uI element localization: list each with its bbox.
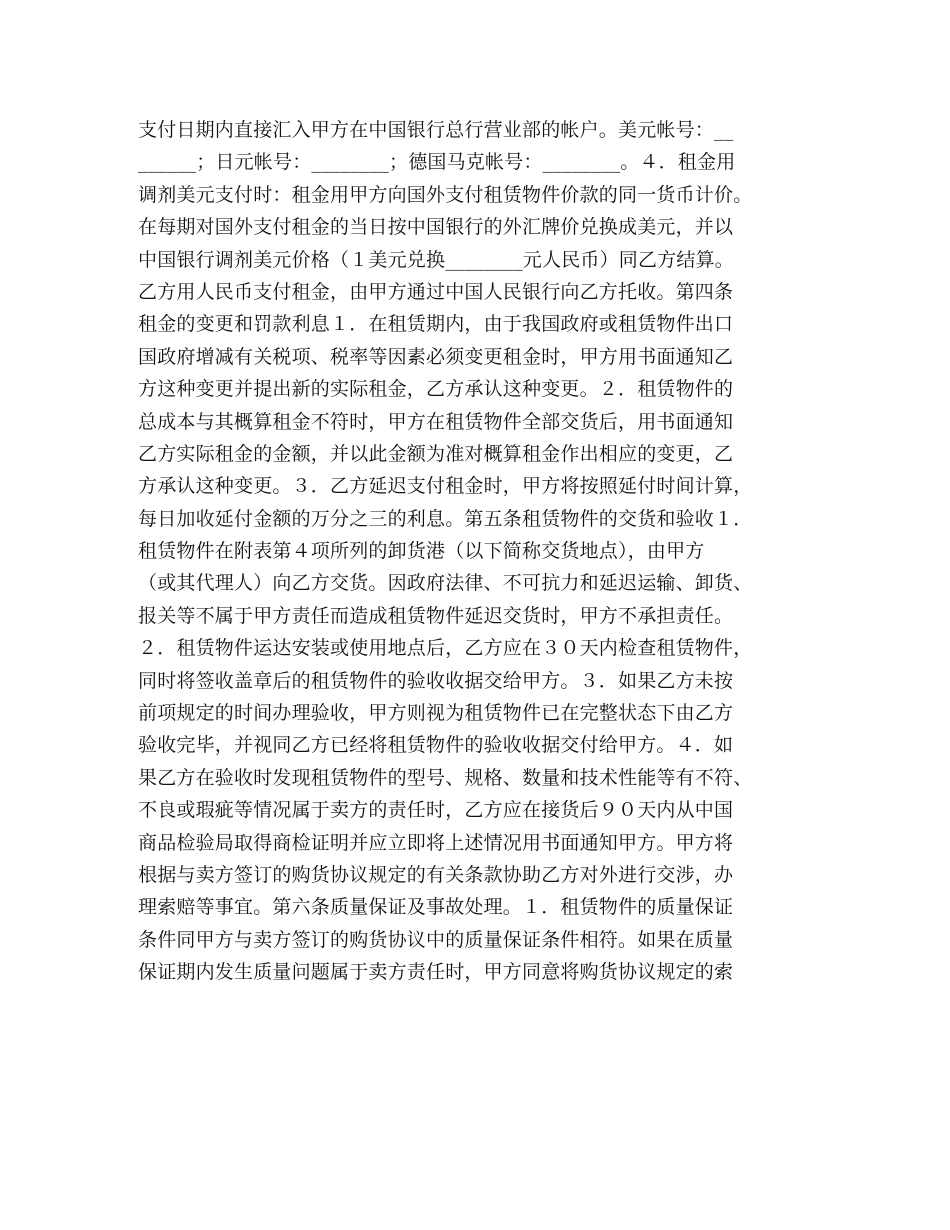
document-body	[138, 114, 818, 989]
text-line-7: 租金的变更和罚款利息１．在租赁期内，由于我国政府或租赁物件出口	[138, 313, 734, 336]
text-line-12: 方承认这种变更。３．乙方延迟支付租金时，甲方将按照延付时间计算，	[138, 475, 753, 498]
text-line-3: 调剂美元支付时：租金用甲方向国外支付租赁物件价款的同一货币计价。	[138, 183, 753, 206]
text-line-8: 国政府增减有关税项、税率等因素必须变更租金时，甲方用书面通知乙	[138, 345, 734, 368]
text-line-26: 条件同甲方与卖方签订的购货协议中的质量保证条件相符。如果在质量	[138, 928, 734, 951]
text-line-21: 果乙方在验收时发现租赁物件的型号、规格、数量和技术性能等有不符、	[138, 766, 753, 789]
text-line-20: 验收完毕，并视同乙方已经将租赁物件的验收收据交付给甲方。４．如	[138, 734, 734, 757]
text-line-24: 根据与卖方签订的购货协议规定的有关条款协助乙方对外进行交涉，办	[138, 863, 734, 886]
text-line-22: 不良或瑕疵等情况属于卖方的责任时，乙方应在接货后９０天内从中国	[138, 799, 734, 822]
text-line-23: 商品检验局取得商检证明并应立即将上述情况用书面通知甲方。甲方将	[138, 831, 734, 854]
text-line-13: 每日加收延付金额的万分之三的利息。第五条租赁物件的交货和验收１．	[138, 507, 753, 530]
text-line-16: 报关等不属于甲方责任而造成租赁物件延迟交货时，甲方不承担责任。	[138, 604, 734, 627]
text-line-17: ２．租赁物件运达安装或使用地点后，乙方应在３０天内检查租赁物件，	[138, 637, 753, 660]
text-line-27: 保证期内发生质量问题属于卖方责任时，甲方同意将购货协议规定的索	[138, 961, 734, 984]
text-line-15: （或其代理人）向乙方交货。因政府法律、不可抗力和延迟运输、卸货、	[138, 572, 753, 595]
text-line-5: 中国银行调剂美元价格（１美元兑换________元人民币）同乙方结算。	[138, 248, 735, 271]
text-line-6: 乙方用人民币支付租金，由甲方通过中国人民银行向乙方托收。第四条	[138, 280, 734, 303]
text-line-18: 同时将签收盖章后的租赁物件的验收收据交给甲方。３．如果乙方未按	[138, 669, 734, 692]
text-line-9: 方这种变更并提出新的实际租金，乙方承认这种变更。２．租赁物件的	[138, 378, 734, 401]
text-line-14: 租赁物件在附表第４项所列的卸货港（以下简称交货地点），由甲方	[138, 540, 705, 563]
text-line-19: 前项规定的时间办理验收，甲方则视为租赁物件已在完整状态下由乙方	[138, 702, 734, 725]
text-line-1: 支付日期内直接汇入甲方在中国银行总行营业部的帐户。美元帐号：__	[138, 119, 734, 141]
text-line-2: ______；日元帐号：________；德国马克帐号：________。４．租金用	[138, 151, 736, 174]
text-line-11: 乙方实际租金的金额，并以此金额为准对概算租金作出相应的变更，乙	[138, 442, 734, 465]
text-line-4: 在每期对国外支付租金的当日按中国银行的外汇牌价兑换成美元，并以	[138, 216, 734, 239]
text-line-10: 总成本与其概算租金不符时，甲方在租赁物件全部交货后，用书面通知	[138, 410, 734, 433]
text-line-25: 理索赔等事宜。第六条质量保证及事故处理。１．租赁物件的质量保证	[138, 896, 734, 919]
